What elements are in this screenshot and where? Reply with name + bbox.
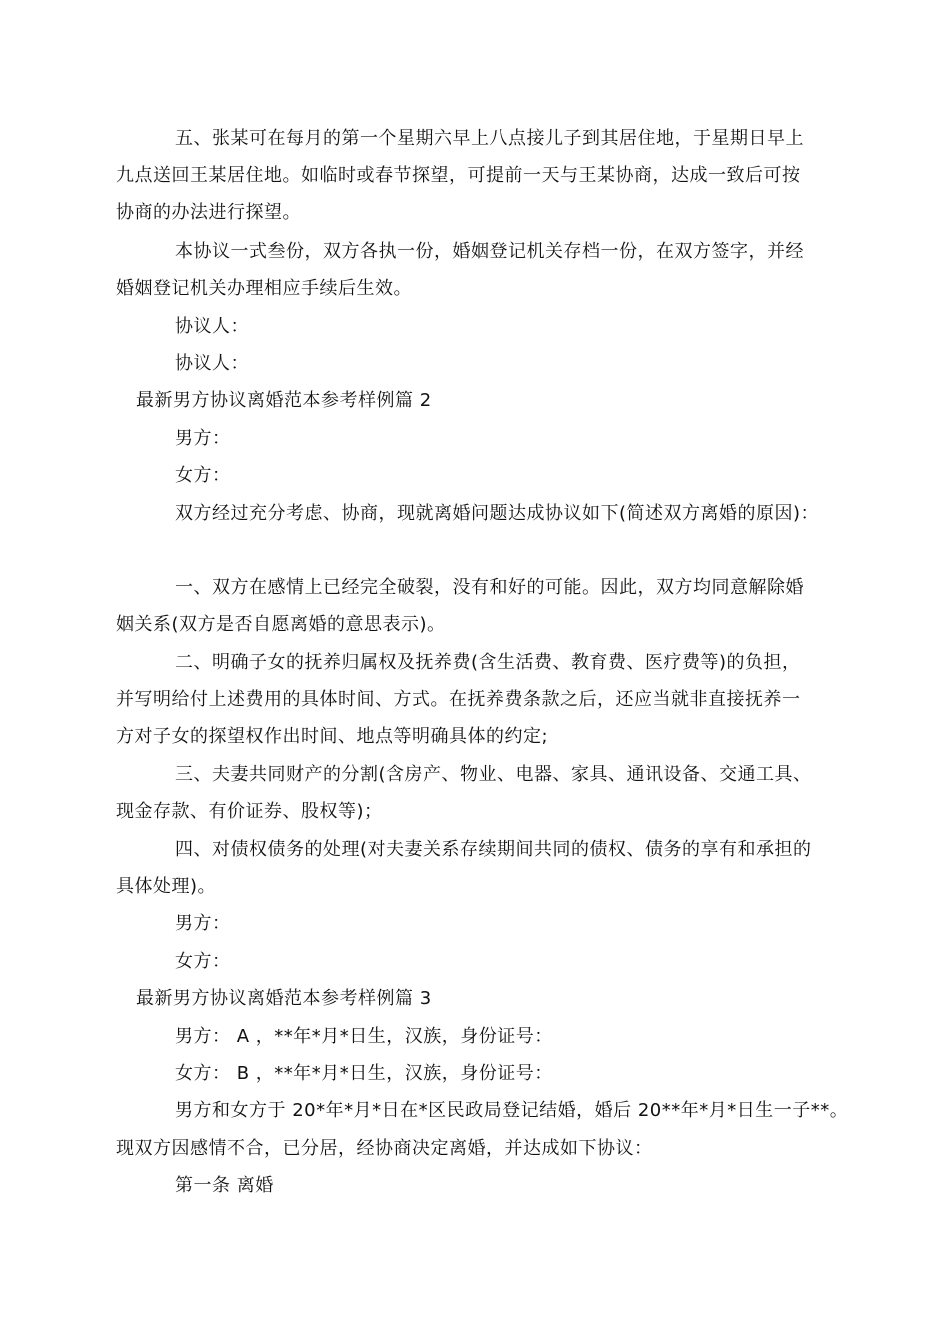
item-4-line-1: 四、对债权债务的处理(对夫妻关系存续期间共同的债权、债务的享有和承担的 [175, 839, 812, 860]
item-3-line-2: 现金存款、有价证券、股权等)； [116, 801, 383, 822]
clause-5-line-1: 五、张某可在每月的第一个星期六早上八点接儿子到其居住地，于星期日早上 [175, 128, 804, 149]
section-heading-3: 最新男方协议离婚范本参考样例篇 3 [136, 988, 432, 1009]
woman-info: 女方： B ，**年*月*日生，汉族，身份证号： [175, 1063, 553, 1084]
clause-5-line-3: 协商的办法进行探望。 [116, 202, 301, 223]
man-label: 男方： [175, 428, 231, 449]
copies-clause-line-2: 婚姻登记机关办理相应手续后生效。 [116, 278, 412, 299]
item-4-line-2: 具体处理)。 [116, 876, 217, 897]
item-1-line-1: 一、双方在感情上已经完全破裂，没有和好的可能。因此，双方均同意解除婚 [175, 577, 804, 598]
copies-clause-line-1: 本协议一式叁份，双方各执一份，婚姻登记机关存档一份，在双方签字，并经 [175, 241, 804, 262]
woman-label: 女方： [175, 465, 231, 486]
man-signature-label: 男方： [175, 913, 231, 934]
item-2-line-3: 方对子女的探望权作出时间、地点等明确具体的约定; [116, 726, 549, 747]
item-1-line-2: 姻关系(双方是否自愿离婚的意思表示)。 [116, 614, 446, 635]
agreement-intro: 双方经过充分考虑、协商，现就离婚问题达成协议如下(简述双方离婚的原因)： [175, 503, 820, 524]
party-signature-1: 协议人： [175, 316, 249, 337]
section-heading-2: 最新男方协议离婚范本参考样例篇 2 [136, 390, 432, 411]
marriage-statement-line-1: 男方和女方于 20*年*月*日在*区民政局登记结婚，婚后 20**年*月*日生一子**。 [175, 1100, 849, 1121]
item-3-line-1: 三、夫妻共同财产的分割(含房产、物业、电器、家具、通讯设备、交通工具、 [175, 764, 812, 785]
article-1-title: 第一条 离婚 [175, 1175, 274, 1196]
woman-signature-label: 女方： [175, 951, 231, 972]
clause-5-line-2: 九点送回王某居住地。如临时或春节探望，可提前一天与王某协商，达成一致后可按 [116, 165, 801, 186]
marriage-statement-line-2: 现双方因感情不合，已分居，经协商决定离婚，并达成如下协议： [116, 1138, 653, 1159]
item-2-line-2: 并写明给付上述费用的具体时间、方式。在抚养费条款之后，还应当就非直接抚养一 [116, 689, 801, 710]
item-2-line-1: 二、明确子女的抚养归属权及抚养费(含生活费、教育费、医疗费等)的负担， [175, 652, 801, 673]
party-signature-2: 协议人： [175, 353, 249, 374]
man-info: 男方： A ，**年*月*日生，汉族，身份证号： [175, 1026, 553, 1047]
